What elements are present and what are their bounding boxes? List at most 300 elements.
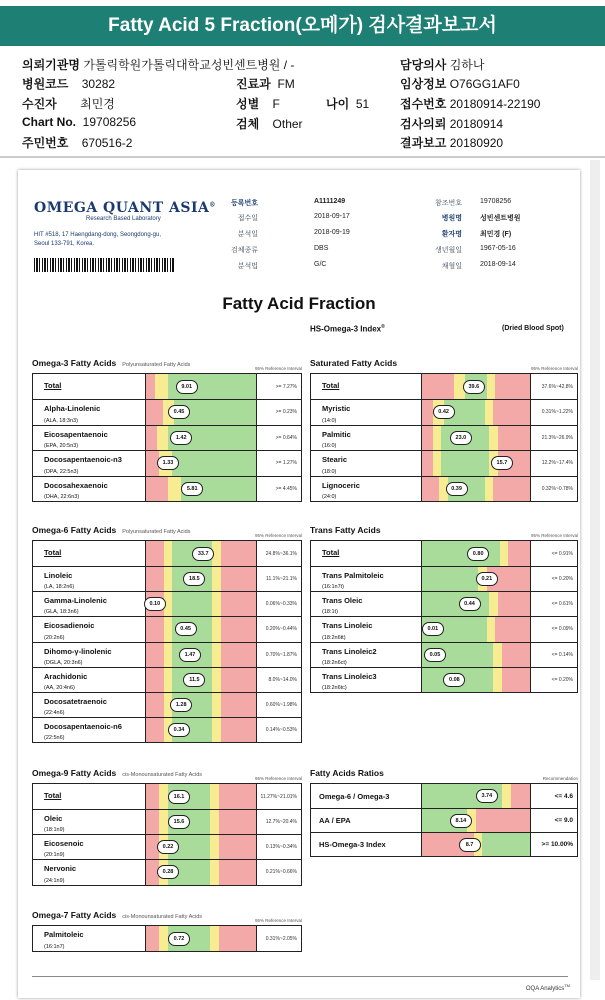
table-row (33, 476, 301, 502)
info-value: 2018-09-14 (480, 261, 516, 268)
meta-sex: 성별 F (236, 97, 280, 111)
value-marker: 33.7 (192, 547, 214, 561)
value-marker: 0.44 (459, 597, 481, 611)
result-table (310, 373, 578, 502)
section-title (310, 525, 381, 535)
range-bar (145, 926, 257, 951)
section-title-text: Fatty Acids Ratios (310, 768, 384, 778)
range-bar (145, 592, 257, 616)
reference-range: 0.14%~0.53% (265, 727, 297, 734)
range-bar (421, 426, 531, 451)
sample-type: (Dried Blood Spot) (502, 325, 564, 332)
table-row (33, 692, 301, 717)
value-marker: 23.0 (450, 431, 472, 445)
row-abbreviation: (14:0) (322, 417, 337, 424)
reference-range: 21.3%~26.9% (541, 434, 573, 441)
range-bar (421, 809, 531, 832)
range-band (502, 668, 530, 692)
meta-hospital-code: 병원코드 30282 (22, 77, 116, 91)
range-bar (145, 400, 257, 425)
row-abbreviation: (18:2n6tt) (322, 634, 346, 641)
lab-address-line2: Seoul 133-791, Korea. (34, 241, 95, 247)
range-band (489, 592, 498, 616)
section-title-text: Trans Fatty Acids (310, 525, 381, 535)
row-abbreviation: (DGLA, 20:3n6) (44, 659, 83, 666)
range-band (146, 926, 159, 951)
range-bar (145, 617, 257, 641)
range-band (159, 810, 168, 834)
row-name: Trans Palmitoleic (322, 571, 384, 580)
info-label: 분석일 (237, 231, 258, 238)
reference-range: <= 9.0 (554, 817, 573, 824)
row-abbreviation: (18:1n9) (44, 827, 65, 834)
result-table (310, 540, 578, 693)
range-band (146, 643, 164, 667)
range-band (219, 860, 256, 884)
reference-range: 11.1%~21.1% (266, 576, 297, 583)
reference-interval-label: 95% Reference Interval (530, 366, 578, 371)
range-band (212, 567, 221, 591)
table-row (33, 541, 301, 566)
row-abbreviation: (20:1n9) (44, 852, 65, 859)
range-band (493, 477, 530, 502)
value-marker: 9.01 (176, 380, 198, 394)
value-marker: 8.7 (459, 838, 481, 852)
value-marker: 5.81 (181, 482, 203, 496)
table-row (33, 834, 301, 859)
row-name: Arachidonic (44, 671, 88, 681)
range-bar (145, 643, 257, 667)
value-marker: 1.28 (170, 698, 192, 712)
value-marker: 3.74 (476, 789, 498, 803)
range-band (422, 451, 433, 476)
lab-logo: OMEGA QUANT ASIA® (34, 200, 216, 216)
table-row (311, 541, 577, 566)
value-marker: 0.80 (467, 547, 489, 561)
row-name: Docosapentaenoic-n6 (44, 722, 122, 732)
range-bar (145, 541, 257, 566)
value-marker: 0.28 (157, 865, 179, 879)
row-name: Alpha-Linolenic (44, 404, 101, 413)
range-band (168, 477, 181, 502)
range-bar (421, 477, 531, 502)
report-header-title: Fatty Acid 5 Fraction(오메가) 검사결과보고서 (0, 6, 605, 46)
value-marker: 18.5 (183, 572, 205, 586)
table-row (311, 784, 577, 808)
row-name: Eicosadienoic (44, 621, 95, 631)
reference-range: 0.13%~0.34% (265, 844, 297, 851)
value-marker: 8.14 (450, 814, 472, 828)
range-band (500, 541, 509, 566)
row-abbreviation: (22:5n6) (44, 735, 65, 742)
range-band (172, 451, 256, 476)
info-value: 19708256 (480, 198, 512, 205)
range-bar (145, 860, 257, 884)
range-bar (421, 617, 531, 641)
row-name: Trans Oleic (322, 596, 363, 606)
row-name: Omega-6 / Omega-3 (319, 791, 390, 801)
range-band (219, 784, 256, 809)
table-row (33, 616, 301, 641)
row-abbreviation: (GLA, 18:3n6) (44, 609, 79, 616)
value-marker: 15.7 (491, 456, 513, 470)
row-name: Palmitic (322, 429, 351, 439)
row-name: Eicosenoic (44, 839, 84, 849)
row-name: Dihomo-γ-linolenic (44, 646, 112, 656)
table-row (311, 476, 577, 502)
row-abbreviation: (DHA, 22:6n3) (44, 494, 80, 500)
table-row (33, 450, 301, 476)
section-title (32, 768, 202, 778)
row-name: Total (44, 791, 62, 800)
row-name: Total (44, 548, 62, 557)
info-value: DBS (314, 245, 329, 252)
section-title-text: Omega-7 Fatty Acids (32, 910, 117, 920)
range-band (493, 668, 502, 692)
value-marker: 0.08 (443, 673, 465, 687)
reference-range: >= 10.00% (541, 841, 573, 848)
range-band (146, 400, 163, 425)
index-label: HS-Omega-3 Index® (310, 324, 385, 334)
reference-interval-label: Recommendation (542, 776, 578, 781)
info-label: 접수일 (237, 215, 258, 222)
range-bar (145, 374, 257, 399)
range-band (221, 693, 256, 717)
reference-range: 0.60%~1.98% (265, 702, 297, 709)
value-marker: 1.33 (157, 456, 179, 470)
table-row (33, 717, 301, 742)
meta-resident-no: 주민번호 670516-2 (22, 136, 133, 150)
row-name: Total (44, 381, 62, 390)
reference-range: 0.31%~1.22% (541, 409, 573, 416)
range-band (221, 567, 256, 591)
row-name: Docosahexaenoic (44, 480, 108, 490)
range-band (146, 810, 159, 834)
range-band (485, 400, 494, 425)
range-band (159, 926, 168, 951)
section-title-text: Saturated Fatty Acids (310, 358, 398, 368)
range-band (212, 718, 221, 742)
info-label: 분석법 (237, 263, 258, 270)
section-subtitle: cis-Monounsaturated Fatty Acids (122, 772, 203, 778)
table-row (311, 616, 577, 641)
range-band (219, 810, 256, 834)
info-value: 2018-09-19 (314, 229, 350, 236)
range-band (508, 541, 530, 566)
range-bar (421, 374, 531, 399)
table-row (311, 425, 577, 451)
value-marker: 15.6 (168, 815, 190, 829)
range-band (146, 693, 164, 717)
range-bar (145, 451, 257, 476)
table-row (311, 566, 577, 591)
range-band (219, 926, 256, 951)
range-band (172, 592, 212, 616)
reference-range: >= 0.64% (275, 434, 297, 441)
reference-range: <= 0.20% (551, 576, 573, 583)
range-band (164, 567, 173, 591)
section-subtitle: Polyunsaturated Fatty Acids (122, 362, 191, 368)
range-band (210, 860, 219, 884)
reference-range: <= 0.61% (551, 601, 573, 608)
range-band (159, 784, 168, 809)
range-band (164, 617, 173, 641)
barcode (34, 258, 174, 272)
info-value: 1967-05-16 (480, 245, 516, 252)
section-title (32, 358, 190, 368)
lab-tagline: Research Based Laboratory (86, 216, 161, 222)
row-abbreviation: (LA, 18:2n6) (44, 584, 75, 591)
range-band (146, 617, 164, 641)
row-abbreviation: (EPA, 20:5n3) (44, 443, 79, 449)
range-band (502, 784, 511, 808)
row-name: Oleic (44, 814, 63, 823)
reference-interval-label: 95% Reference Interval (254, 366, 302, 371)
range-band (422, 477, 439, 502)
range-bar (421, 643, 531, 667)
reference-range: 24.8%~36.1% (265, 550, 297, 557)
meta-clinical-info: 임상정보 O76GG1AF0 (400, 77, 520, 91)
range-bar (421, 567, 531, 591)
info-label: 검체종류 (230, 247, 258, 254)
range-band (433, 426, 442, 451)
reference-range: 0.06%~0.33% (265, 601, 297, 608)
value-marker: 11.5 (183, 673, 205, 687)
row-name: Myristic (322, 404, 351, 413)
range-band (164, 668, 173, 692)
range-band (487, 374, 496, 399)
range-band (422, 400, 433, 425)
range-bar (145, 835, 257, 859)
reference-range: <= 0.91% (551, 550, 573, 557)
range-band (210, 784, 219, 809)
value-marker: 0.72 (168, 932, 190, 946)
info-label: 병원명 (441, 215, 462, 222)
range-bar (145, 693, 257, 717)
range-band (157, 426, 168, 451)
reference-range: >= 7.27% (275, 383, 297, 390)
value-marker: 0.34 (168, 723, 190, 737)
range-band (146, 374, 155, 399)
range-band (212, 668, 221, 692)
range-band (221, 643, 256, 667)
row-abbreviation: (18:2n6ct) (322, 659, 347, 666)
section-title-text: Omega-3 Fatty Acids (32, 358, 117, 368)
row-name: HS-Omega-3 Index (319, 840, 386, 849)
range-band (210, 810, 219, 834)
report-page (18, 170, 580, 998)
reference-range: 8.0%~14.0% (268, 676, 297, 683)
range-band (146, 426, 157, 451)
meta-age: 나이 51 (326, 97, 370, 111)
table-row (33, 926, 301, 951)
divider (0, 156, 605, 158)
row-abbreviation: (20:2n6) (44, 634, 65, 641)
range-band (493, 643, 502, 667)
range-band (212, 592, 221, 616)
range-band (422, 567, 478, 591)
row-name: Total (322, 381, 340, 390)
value-marker: 1.42 (170, 431, 192, 445)
meta-doctor: 담당의사 김하나 (400, 58, 485, 72)
range-bar (145, 477, 257, 502)
range-band (146, 668, 164, 692)
table-row (311, 450, 577, 476)
reference-interval-label: 95% Reference Interval (254, 533, 302, 538)
table-row (311, 642, 577, 667)
range-band (221, 718, 256, 742)
scrollbar[interactable] (590, 160, 600, 980)
section-subtitle: cis-Monounsaturated Fatty Acids (122, 914, 203, 920)
result-table (310, 783, 578, 857)
range-bar (421, 451, 531, 476)
value-marker: 39.6 (463, 380, 485, 394)
info-label: 참조번호 (434, 200, 462, 207)
meta-dept: 진료과 FM (236, 77, 295, 91)
row-name: Trans Linoleic (322, 621, 373, 631)
value-marker: 0.22 (157, 840, 179, 854)
meta-request-date: 검사의뢰 20180914 (400, 117, 504, 131)
value-marker: 0.05 (424, 648, 446, 662)
row-abbreviation: (16:0) (322, 443, 337, 449)
row-abbreviation: (18:2n6tc) (322, 684, 347, 691)
range-band (422, 374, 454, 399)
range-band (212, 617, 221, 641)
section-subtitle: Polyunsaturated Fatty Acids (122, 529, 191, 535)
range-bar (421, 668, 531, 692)
meta-report-date: 결과보고 20180920 (400, 136, 504, 150)
info-value: 성빈센트병원 (480, 215, 521, 222)
section-title-text: Omega-9 Fatty Acids (32, 768, 117, 778)
table-row (311, 591, 577, 616)
range-bar (145, 668, 257, 692)
value-marker: 0.45 (175, 622, 197, 636)
section-title (32, 525, 190, 535)
info-value: A1111249 (314, 198, 346, 205)
reference-range: <= 4.6 (554, 792, 573, 800)
range-band (487, 617, 496, 641)
section-title (310, 768, 384, 778)
table-row (33, 566, 301, 591)
meta-institution: 의뢰기관명 가톨릭학원가톨릭대학교성빈센트병원 / - (22, 58, 295, 72)
range-band (212, 693, 221, 717)
table-row (311, 667, 577, 692)
row-name: Docosatetraenoic (44, 697, 107, 706)
reference-range: >= 1.27% (275, 460, 297, 467)
meta-chart-no: Chart No. 19708256 (22, 115, 137, 129)
info-value: 최민경 (F) (480, 231, 512, 238)
report-title: Fatty Acid Fraction (222, 294, 376, 313)
range-bar (145, 426, 257, 451)
row-abbreviation: (16:1n7) (44, 944, 65, 950)
info-label: 등록번호 (230, 200, 258, 207)
range-band (155, 374, 168, 399)
section-title (32, 910, 202, 920)
value-marker: 0.42 (433, 405, 455, 419)
table-row (33, 859, 301, 884)
info-value: 2018-09-17 (314, 213, 350, 220)
range-bar (421, 541, 531, 566)
range-bar (145, 718, 257, 742)
range-band (210, 835, 219, 859)
row-name: Linoleic (44, 571, 73, 580)
value-marker: 0.45 (168, 405, 190, 419)
range-band (498, 426, 530, 451)
row-name: Docosapentaenoic-n3 (44, 455, 122, 464)
reference-range: 0.20%~0.44% (265, 626, 297, 633)
row-abbreviation: (16:1n7t) (322, 584, 345, 591)
value-marker: 16.1 (168, 790, 190, 804)
table-row (33, 591, 301, 616)
range-band (219, 835, 256, 859)
range-band (495, 374, 530, 399)
reference-range: 0.32%~0.78% (541, 485, 573, 492)
reference-interval-label: 95% Reference Interval (254, 918, 302, 923)
row-abbreviation: (18:1t) (322, 609, 338, 616)
range-band (482, 833, 530, 856)
row-name: Palmitoleic (44, 930, 84, 939)
reference-range: <= 0.09% (551, 626, 573, 633)
meta-specimen: 검체 Other (236, 117, 303, 131)
range-band (422, 426, 433, 451)
reference-range: >= 4.45% (275, 485, 297, 492)
range-band (511, 784, 530, 808)
value-marker: 1.47 (179, 648, 201, 662)
row-abbreviation: (24:1n9) (44, 877, 65, 884)
result-table (32, 925, 302, 952)
reference-range: 0.31%~2.05% (265, 935, 297, 942)
range-band (146, 477, 168, 502)
table-row (33, 667, 301, 692)
range-band (433, 451, 442, 476)
value-marker: 0.01 (422, 622, 444, 636)
reference-range: 12.7%~20.4% (265, 819, 297, 826)
row-abbreviation: (AA, 20:4n6) (44, 684, 75, 691)
reference-range: <= 0.20% (551, 676, 573, 683)
range-band (221, 668, 256, 692)
meta-patient: 수진자 최민경 (22, 97, 115, 111)
range-band (498, 592, 530, 616)
info-value: G/C (314, 261, 327, 268)
range-bar (145, 567, 257, 591)
row-name: Trans Linoleic2 (322, 646, 377, 656)
range-band (146, 784, 159, 809)
row-name: Stearic (322, 455, 348, 464)
range-bar (421, 592, 531, 616)
value-marker: 0.21 (476, 572, 498, 586)
range-band (476, 809, 530, 832)
lab-address-line1: HIT #518, 17 Haengdang-dong, Seongdong-gu, (34, 232, 161, 238)
section-title-text: Omega-6 Fatty Acids (32, 525, 117, 535)
reference-range: 0.21%~0.66% (265, 869, 297, 876)
reference-range: 0.70%~1.87% (265, 651, 297, 658)
table-row (33, 374, 301, 399)
table-row (311, 374, 577, 399)
range-bar (421, 400, 531, 425)
reference-interval-label: 95% Reference Interval (530, 533, 578, 538)
row-name: Total (322, 548, 340, 557)
row-name: Gamma-Linolenic (44, 596, 107, 606)
row-name: Eicosapentaenoic (44, 429, 108, 439)
table-row (33, 642, 301, 667)
meta-receipt-no: 접수번호 20180914-22190 (400, 97, 541, 111)
range-band (502, 643, 530, 667)
range-band (146, 541, 164, 566)
info-label: 생년월일 (434, 247, 462, 254)
result-table (32, 540, 302, 743)
range-band (212, 643, 221, 667)
reference-range: 37.6%~42.8% (541, 383, 573, 390)
